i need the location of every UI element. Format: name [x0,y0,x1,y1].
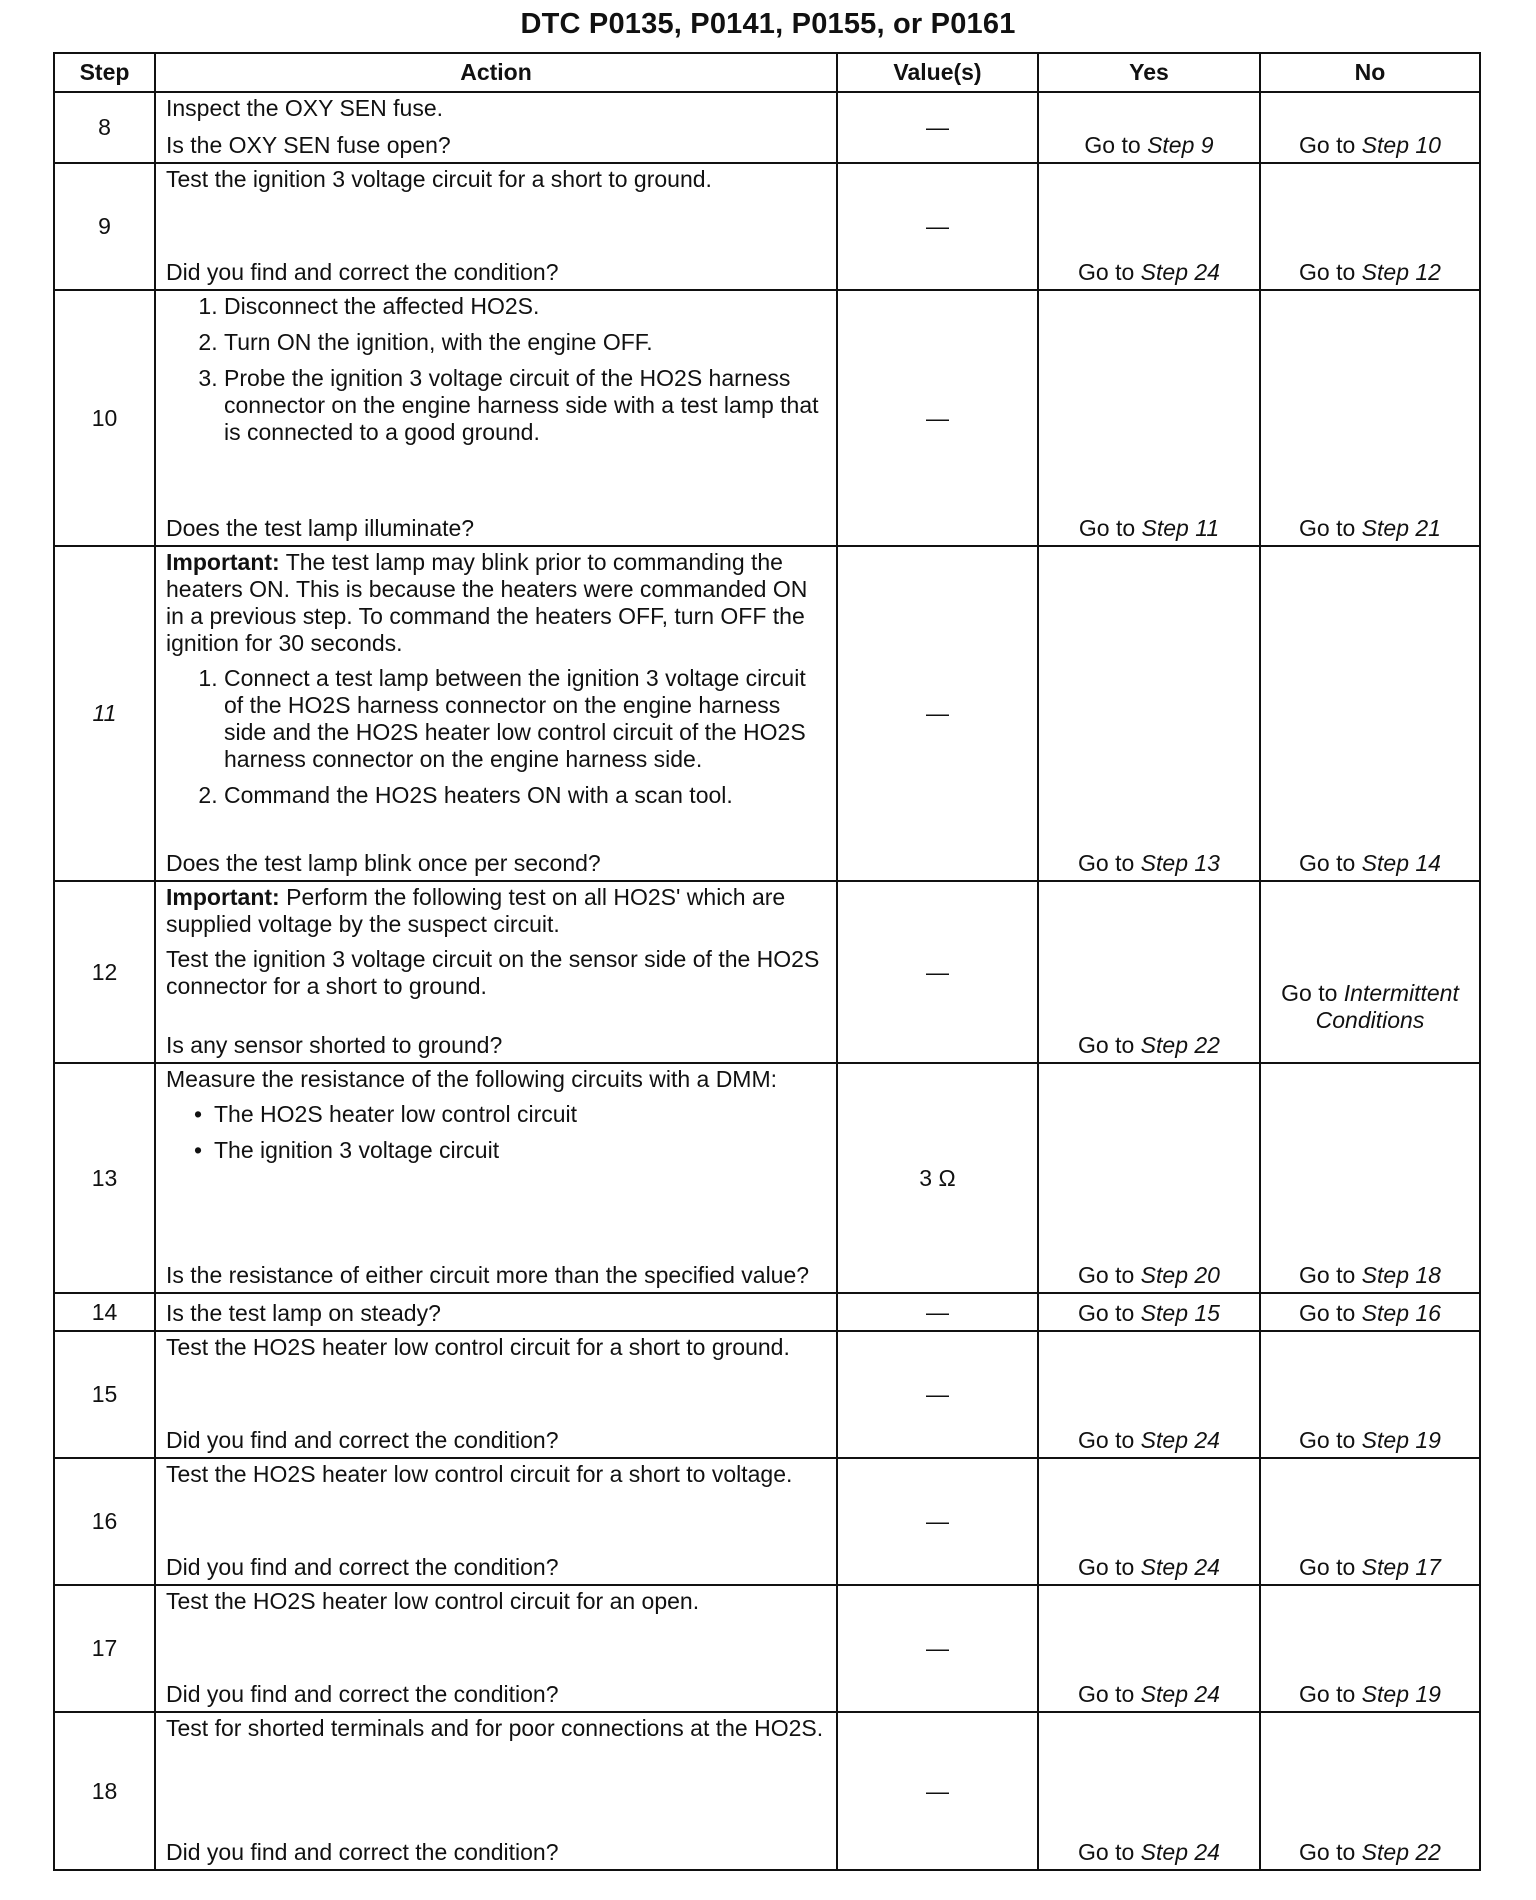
action-text: Measure the resistance of the following circuits with a DMM: [166,1066,778,1092]
action-cell [155,163,837,290]
step-number: 11 [54,546,155,881]
go-target: Step 17 [1361,1554,1441,1580]
action-question: Is the resistance of either circuit more than the specified value? [166,1262,810,1288]
go-prefix: Go to [1299,1262,1356,1288]
table-row [54,1712,1480,1870]
go-to-no [1261,1427,1479,1454]
no-cell [1260,1293,1480,1331]
go-target: Step 18 [1361,1262,1441,1288]
go-prefix: Go to [1078,1262,1135,1288]
important-note [166,884,828,938]
table-row [54,1331,1480,1458]
go-prefix: Go to [1299,1681,1356,1707]
go-to-no [1261,515,1479,542]
step-number: 12 [54,881,155,1063]
yes-cell [1038,881,1260,1063]
go-prefix: Go to [1078,515,1136,541]
action-text: Test the ignition 3 voltage circuit on the sensor side of the HO2S connector for a short to ground. [166,946,820,999]
action-cell [155,1063,837,1293]
go-prefix: Go to [1299,1554,1356,1580]
bullet-list [166,1101,828,1164]
go-to-yes [1039,1427,1259,1454]
yes-cell [1038,1293,1260,1331]
action-question: Did you find and correct the condition? [166,1427,559,1453]
numbered-steps [166,665,828,809]
go-prefix: Go to [1078,1032,1135,1058]
value-cell: 3 Ω [837,1063,1038,1293]
go-to-no [1261,1554,1479,1581]
table-row [54,1293,1480,1331]
numbered-steps [166,293,828,446]
header-step: Step [54,53,155,92]
go-target: Step 24 [1140,1839,1220,1865]
value-cell: — [837,92,1038,163]
page-title: DTC P0135, P0141, P0155, or P0161 [520,8,1016,40]
action-text: Test the HO2S heater low control circuit for an open. [166,1588,700,1614]
action-cell [155,881,837,1063]
go-to-no [1261,132,1479,159]
table-row [54,163,1480,290]
go-to-yes [1039,1032,1259,1059]
go-to-no [1261,1681,1479,1708]
go-prefix: Go to [1299,1839,1356,1865]
no-cell [1260,546,1480,881]
numbered-step: 2. Turn ON the ignition, with the engine OFF. [224,329,828,356]
action-cell [155,546,837,881]
action-question: Does the test lamp illuminate? [166,515,475,541]
go-target: Step 24 [1140,1427,1220,1453]
action-question: Did you find and correct the condition? [166,259,559,285]
no-cell [1260,1585,1480,1712]
value-cell: — [837,881,1038,1063]
bullet-item: • The HO2S heater low control circuit [214,1101,828,1128]
header-no: No [1260,53,1480,92]
no-cell [1260,881,1480,1063]
go-to-yes [1039,1262,1259,1289]
action-cell [155,92,837,163]
go-target: Step 24 [1140,1681,1220,1707]
action-text: Test the HO2S heater low control circuit for a short to voltage. [166,1461,793,1487]
action-question: Did you find and correct the condition? [166,1839,559,1865]
action-text: Test the ignition 3 voltage circuit for a short to ground. [166,166,712,192]
go-prefix: Go to [1078,1681,1135,1707]
go-target: Step 24 [1140,259,1220,285]
table-row [54,881,1480,1063]
header-values: Value(s) [837,53,1038,92]
diagnostic-table [53,52,1481,1871]
go-target: Step 22 [1361,1839,1441,1865]
numbered-step: 2. Command the HO2S heaters ON with a scan tool. [224,782,828,809]
go-to-yes [1039,132,1259,159]
yes-cell [1038,546,1260,881]
step-number: 13 [54,1063,155,1293]
important-text: The test lamp may blink prior to commanding the heaters ON. This is because the heaters were commanded ON in a previous step. To command the heaters OFF, turn OFF the ignition for 30 seconds. [166,549,808,656]
go-target: Step 9 [1147,132,1214,158]
value-cell: — [837,290,1038,546]
go-target: Step 19 [1361,1681,1441,1707]
value-cell: — [837,1331,1038,1458]
go-prefix: Go to [1078,1300,1135,1326]
no-cell [1260,1712,1480,1870]
no-cell [1260,290,1480,546]
go-to-yes [1039,1839,1259,1866]
no-cell [1260,1458,1480,1585]
header-yes: Yes [1038,53,1260,92]
yes-cell [1038,1585,1260,1712]
step-number: 8 [54,92,155,163]
action-text: Test for shorted terminals and for poor connections at the HO2S. [166,1715,824,1741]
go-to-no [1261,1839,1479,1866]
action-text: Test the HO2S heater low control circuit for a short to ground. [166,1334,790,1360]
action-question: Does the test lamp blink once per second? [166,850,601,876]
table-row [54,546,1480,881]
go-to-no [1261,980,1479,1034]
yes-cell [1038,290,1260,546]
go-target: Intermittent Conditions [1315,980,1459,1033]
go-prefix: Go to [1299,259,1356,285]
yes-cell [1038,1712,1260,1870]
important-note [166,549,828,657]
go-prefix: Go to [1299,1427,1356,1453]
step-number: 15 [54,1331,155,1458]
numbered-step: 1. Connect a test lamp between the ignition 3 voltage circuit of the HO2S harness connector on the engine harness side and the HO2S heater low control circuit of the HO2S harness connector on the engine harness side. [224,665,828,773]
go-prefix: Go to [1299,850,1356,876]
go-target: Step 14 [1361,850,1441,876]
action-cell [155,290,837,546]
table-row [54,1458,1480,1585]
go-target: Step 12 [1361,259,1441,285]
header-row [54,53,1480,92]
action-question: Is any sensor shorted to ground? [166,1032,503,1058]
go-prefix: Go to [1281,980,1338,1006]
value-cell: — [837,1712,1038,1870]
go-prefix: Go to [1078,1554,1135,1580]
go-prefix: Go to [1299,1300,1356,1326]
value-cell: — [837,1293,1038,1331]
value-cell: — [837,1585,1038,1712]
numbered-step: 1. Disconnect the affected HO2S. [224,293,828,320]
table-row [54,1063,1480,1293]
go-target: Step 15 [1140,1300,1220,1326]
no-cell [1260,1063,1480,1293]
step-number: 14 [54,1293,155,1331]
go-target: Step 20 [1140,1262,1220,1288]
important-label: Important: [166,884,280,910]
go-to-no [1261,1262,1479,1289]
table-row [54,92,1480,163]
go-target: Step 16 [1361,1300,1441,1326]
no-cell [1260,1331,1480,1458]
action-question: Did you find and correct the condition? [166,1554,559,1580]
go-target: Step 11 [1141,515,1220,541]
go-to-no [1261,259,1479,286]
go-target: Step 22 [1140,1032,1220,1058]
go-target: Step 13 [1140,850,1220,876]
important-text: Perform the following test on all HO2S' which are supplied voltage by the suspect circuit. [166,884,786,937]
action-question: Is the OXY SEN fuse open? [166,132,451,158]
go-to-yes [1039,850,1259,877]
go-prefix: Go to [1078,259,1135,285]
go-to-yes [1039,1554,1259,1581]
table-row [54,1585,1480,1712]
go-prefix: Go to [1078,850,1135,876]
go-prefix: Go to [1299,132,1356,158]
action-cell [155,1331,837,1458]
go-to-yes [1039,515,1259,542]
value-cell: — [837,163,1038,290]
no-cell [1260,92,1480,163]
value-cell: — [837,546,1038,881]
action-cell [155,1458,837,1585]
go-to-yes [1039,1681,1259,1708]
step-number: 18 [54,1712,155,1870]
no-cell [1260,163,1480,290]
go-target: Step 21 [1361,515,1441,541]
go-prefix: Go to [1084,132,1141,158]
action-cell [155,1293,837,1331]
go-prefix: Go to [1078,1427,1135,1453]
yes-cell [1038,1063,1260,1293]
action-cell [155,1712,837,1870]
action-cell [155,1585,837,1712]
important-label: Important: [166,549,280,575]
action-question: Is the test lamp on steady? [166,1300,441,1326]
go-prefix: Go to [1299,515,1356,541]
step-number: 17 [54,1585,155,1712]
go-target: Step 19 [1361,1427,1441,1453]
yes-cell [1038,1458,1260,1585]
header-action: Action [155,53,837,92]
numbered-step: 3. Probe the ignition 3 voltage circuit of the HO2S harness connector on the engine harness side with a test lamp that is connected to a good ground. [224,365,828,446]
go-to-no [1261,850,1479,877]
action-question: Did you find and correct the condition? [166,1681,559,1707]
yes-cell [1038,1331,1260,1458]
value-cell: — [837,1458,1038,1585]
yes-cell [1038,92,1260,163]
step-number: 9 [54,163,155,290]
go-to-no [1261,1300,1479,1327]
go-target: Step 10 [1361,132,1441,158]
action-text: Inspect the OXY SEN fuse. [166,95,443,121]
go-target: Step 24 [1140,1554,1220,1580]
step-number: 16 [54,1458,155,1585]
go-to-yes [1039,1300,1259,1327]
step-number: 10 [54,290,155,546]
go-to-yes [1039,259,1259,286]
bullet-item: • The ignition 3 voltage circuit [214,1137,828,1164]
table-row [54,290,1480,546]
yes-cell [1038,163,1260,290]
go-prefix: Go to [1078,1839,1135,1865]
